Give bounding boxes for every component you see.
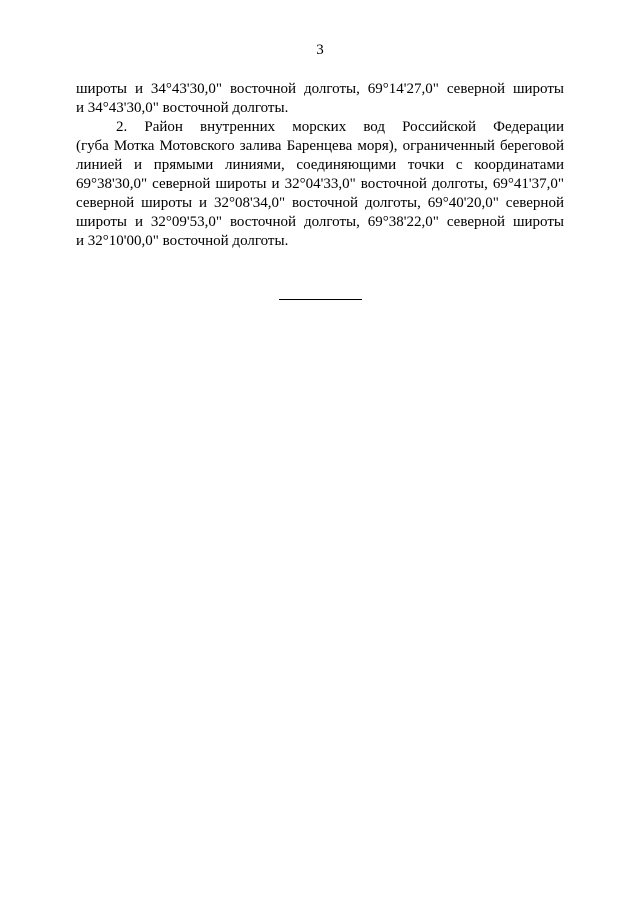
paragraph-continuation	[76, 80, 564, 118]
end-separator-line	[279, 299, 362, 300]
text-line: 69°38'30,0" северной широты и 32°04'33,0" восточной долготы, 69°41'37,0"	[76, 176, 564, 192]
text-line: 2. Район внутренних морских вод Российской Федерации	[116, 119, 564, 135]
text-line: линией и прямыми линиями, соединяющими точки с координатами	[76, 157, 564, 173]
text-line: и 34°43'30,0" восточной долготы.	[76, 100, 289, 116]
page-number: 3	[316, 42, 324, 58]
text-line: и 32°10'00,0" восточной долготы.	[76, 233, 289, 249]
text-line: северной широты и 32°08'34,0" восточной долготы, 69°40'20,0" северной	[76, 195, 564, 211]
text-line: (губа Мотка Мотовского залива Баренцева моря), ограниченный береговой	[76, 138, 564, 154]
paragraph-item-2	[76, 118, 564, 251]
text-line: широты и 32°09'53,0" восточной долготы, 69°38'22,0" северной широты	[76, 214, 564, 230]
text-line: широты и 34°43'30,0" восточной долготы, 69°14'27,0" северной широты	[76, 81, 564, 97]
